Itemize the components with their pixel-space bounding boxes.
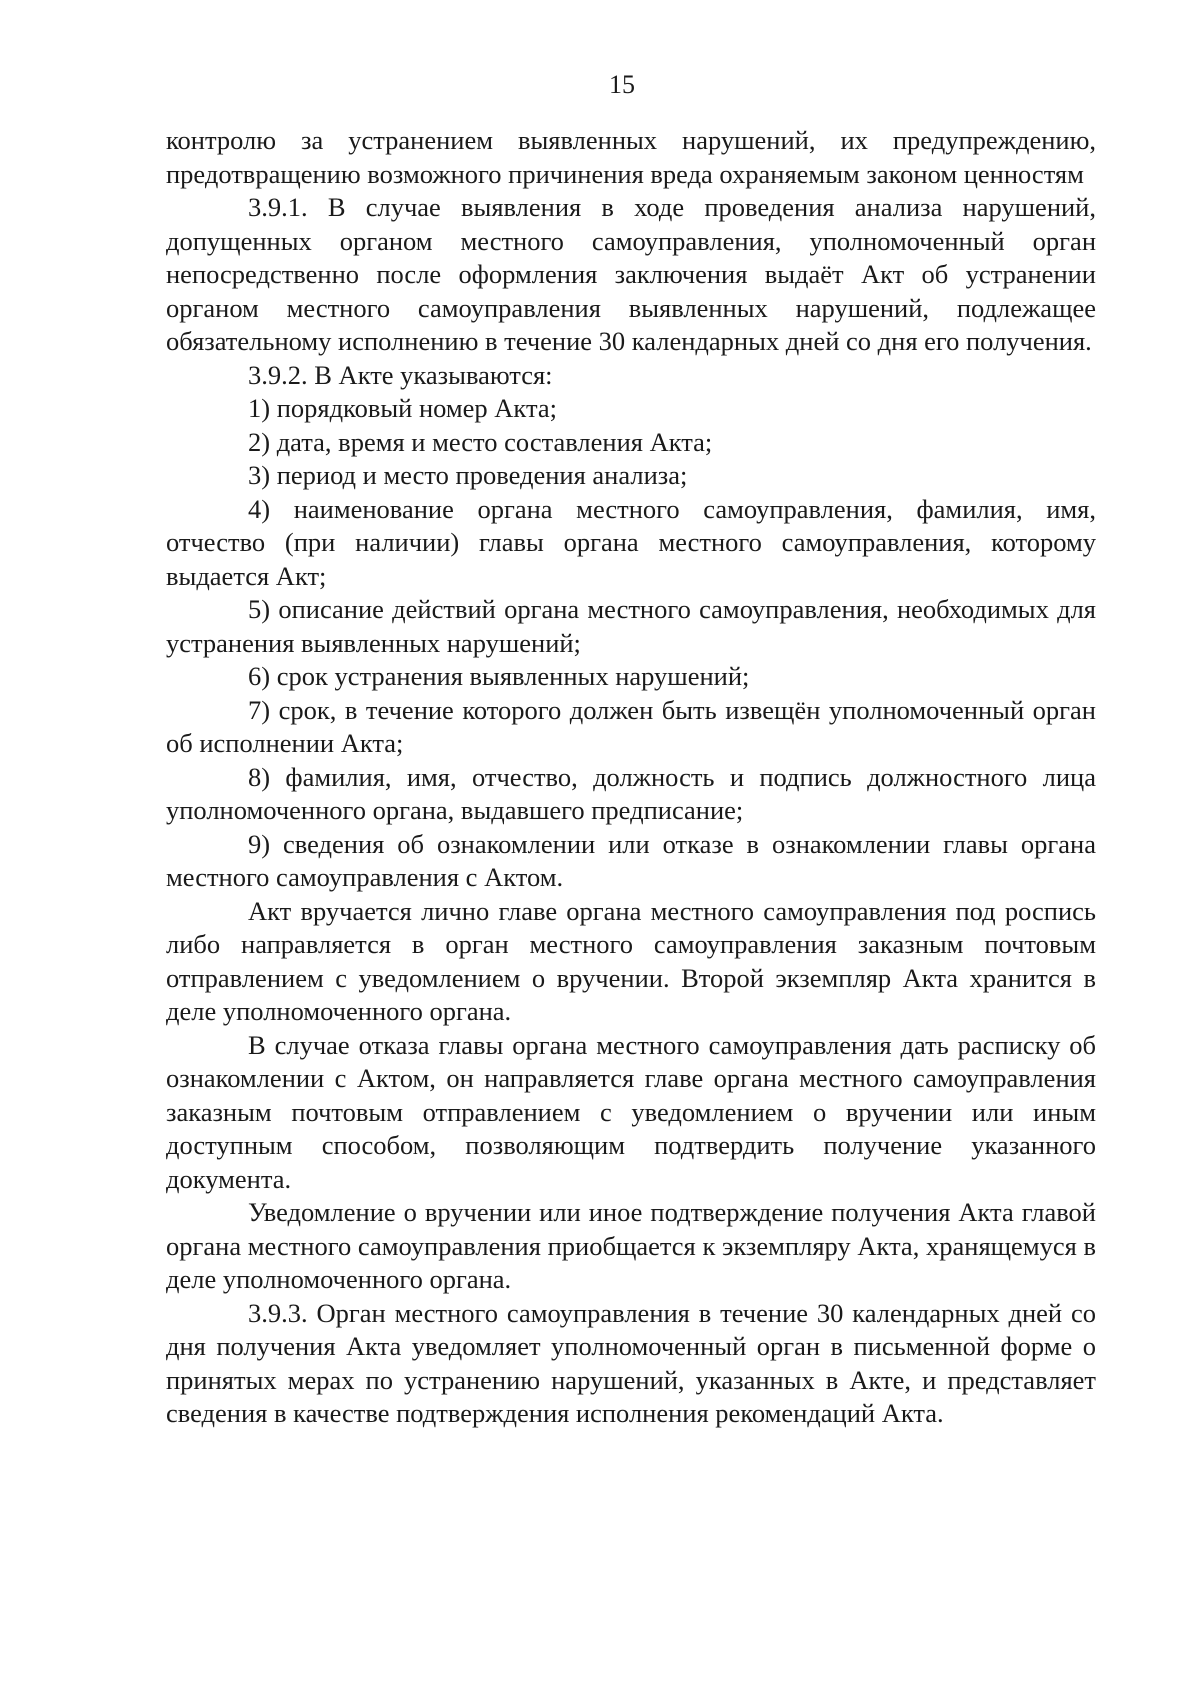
list-item-9: 9) сведения об ознакомлении или отказе в ознакомлении главы органа местного самоуправления с Актом.	[166, 828, 1096, 892]
paragraph-notification: Уведомление о вручении или иное подтверждение получения Акта главой органа местного самоуправления приобщается к экземпляру Акта, хранящемуся в деле уполномоченного органа.	[166, 1197, 1096, 1294]
list-item-6: 6) срок устранения выявленных нарушений;	[248, 661, 750, 691]
page-number: 15	[609, 70, 635, 99]
list-item-8: 8) фамилия, имя, отчество, должность и подпись должностного лица уполномоченного органа, выдавшего предписание;	[166, 761, 1096, 825]
list-item-5: 5) описание действий органа местного самоуправления, необходимых для устранения выявленных нарушений;	[166, 594, 1096, 658]
paragraph-3-9-2: 3.9.2. В Акте указываются:	[248, 359, 553, 390]
paragraph-refusal: В случае отказа главы органа местного самоуправления дать расписку об ознакомлении с Актом, он направляется главе органа местного самоуправления заказным почтовым отправлением с уведомлением о вручении или иным доступным способом, позволяющим подтвердить получение указанного документа.	[166, 1029, 1096, 1194]
list-item-4: 4) наименование органа местного самоуправления, фамилия, имя, отчество (при наличии) главы органа местного самоуправления, которому выдается Акт;	[166, 493, 1096, 591]
list-item-2: 2) дата, время и место составления Акта;	[248, 426, 713, 457]
paragraph-continuation: контролю за устранением выявленных нарушений, их предупреждению, предотвращению возможного причинения вреда охраняемым законом ценностям	[166, 125, 1096, 189]
paragraph-act-delivery: Акт вручается лично главе органа местного самоуправления под роспись либо направляется в орган местного самоуправления заказным почтовым отправлением с уведомлением о вручении. Второй экземпляр Акта хранится в деле уполномоченного органа.	[166, 895, 1096, 1026]
paragraph-3-9-1: 3.9.1. В случае выявления в ходе проведения анализа нарушений, допущенных органом местного самоуправления, уполномоченный орган непосредственно после оформления заключения выдаёт Акт об устранении органом местного самоуправления выявленных нарушений, подлежащее обязательному исполнению в течение 30 календарных дней со дня его получения.	[166, 192, 1096, 356]
list-item-3: 3) период и место проведения анализа;	[248, 460, 688, 490]
list-item-7: 7) срок, в течение которого должен быть извещён уполномоченный орган об исполнении Акта;	[166, 694, 1096, 758]
paragraph-3-9-3: 3.9.3. Орган местного самоуправления в течение 30 календарных дней со дня получения Акта уведомляет уполномоченный орган в письменной форме о принятых мерах по устранению нарушений, указанных в Акте, и представляет сведения в качестве подтверждения исполнения рекомендаций Акта.	[166, 1297, 1096, 1428]
document-body	[166, 124, 1096, 1431]
list-item-1: 1) порядковый номер Акта;	[248, 393, 557, 423]
